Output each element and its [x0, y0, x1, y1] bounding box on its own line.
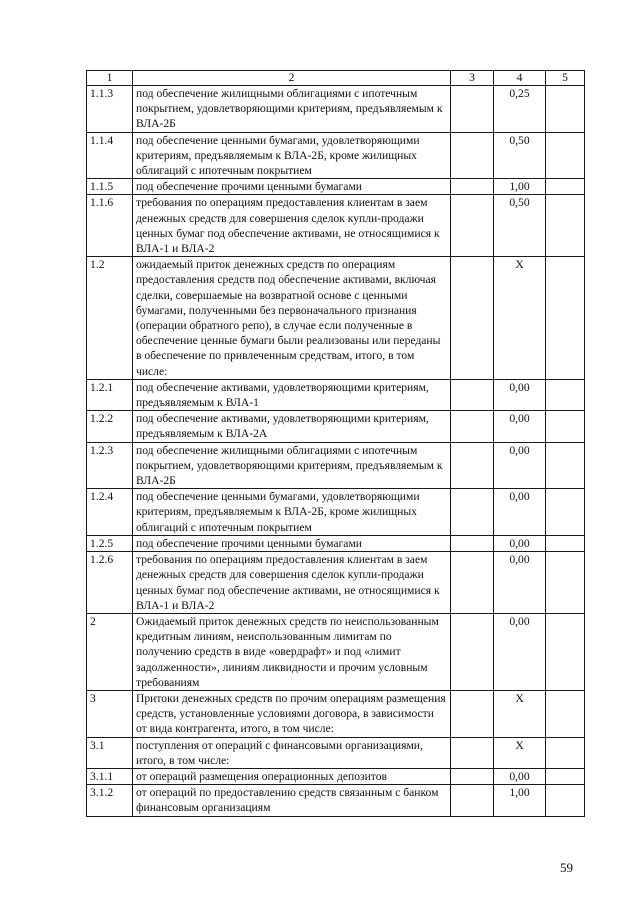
- column-5-cell: [546, 442, 585, 489]
- column-header: 4: [494, 71, 546, 86]
- column-3-cell: [451, 179, 494, 195]
- row-description-cell: под обеспечение прочими ценными бумагами: [133, 535, 451, 551]
- column-3-cell: [451, 411, 494, 442]
- coefficient-cell: 1,00: [494, 179, 546, 195]
- coefficient-cell: 0,00: [494, 535, 546, 551]
- column-5-cell: [546, 195, 585, 257]
- coefficient-cell: 0,00: [494, 613, 546, 690]
- coefficient-cell: 0,00: [494, 489, 546, 536]
- coefficient-cell: 0,00: [494, 411, 546, 442]
- column-3-cell: [451, 785, 494, 816]
- column-5-cell: [546, 737, 585, 768]
- row-description-cell: поступления от операций с финансовыми организациями, итого, в том числе:: [133, 737, 451, 768]
- row-description-cell: ожидаемый приток денежных средств по операциям предоставления средств под обеспечение активами, включая сделки, совершаемые на возвратной основе с ценными бумагами, полученными без первоначального признания (операции обратного репо), в случае если полученные в обеспечение ценные бумаги были реализованы или переданы в обеспечение по привлеченным средствам, итого, в том числе:: [133, 257, 451, 380]
- coefficient-cell: X: [494, 690, 546, 737]
- coefficients-table: [86, 70, 585, 817]
- table-row: [87, 768, 585, 784]
- coefficient-cell: 0,50: [494, 195, 546, 257]
- page-number: 59: [560, 860, 573, 875]
- row-number-cell: 1.1.3: [87, 86, 133, 133]
- row-number-cell: 2: [87, 613, 133, 690]
- column-5-cell: [546, 552, 585, 614]
- column-3-cell: [451, 552, 494, 614]
- row-description-cell: от операций размещения операционных депозитов: [133, 768, 451, 784]
- row-number-cell: 1.2.6: [87, 552, 133, 614]
- table-row: [87, 690, 585, 737]
- row-number-cell: 1.1.5: [87, 179, 133, 195]
- column-5-cell: [546, 768, 585, 784]
- table-row: [87, 86, 585, 133]
- row-number-cell: 1.2.2: [87, 411, 133, 442]
- column-5-cell: [546, 785, 585, 816]
- coefficient-cell: 0,00: [494, 768, 546, 784]
- coefficient-cell: 0,25: [494, 86, 546, 133]
- column-5-cell: [546, 690, 585, 737]
- row-description-cell: требования по операциям предоставления клиентам в заем денежных средств для совершения сделок купли-продажи ценных бумаг под обеспечение активами, не относящимися к ВЛА-1 и ВЛА-2: [133, 195, 451, 257]
- column-3-cell: [451, 379, 494, 410]
- row-number-cell: 1.2.5: [87, 535, 133, 551]
- row-description-cell: Притоки денежных средств по прочим операциям размещения средств, установленные условиями договора, в зависимости от вида контрагента, итого, в том числе:: [133, 690, 451, 737]
- column-5-cell: [546, 613, 585, 690]
- coefficient-cell: 0,00: [494, 552, 546, 614]
- column-3-cell: [451, 737, 494, 768]
- column-5-cell: [546, 86, 585, 133]
- coefficient-cell: X: [494, 737, 546, 768]
- table-row: [87, 552, 585, 614]
- column-5-cell: [546, 379, 585, 410]
- column-header: 3: [451, 71, 494, 86]
- table-header-row: [87, 71, 585, 86]
- row-number-cell: 3.1.1: [87, 768, 133, 784]
- column-3-cell: [451, 768, 494, 784]
- column-5-cell: [546, 257, 585, 380]
- column-3-cell: [451, 690, 494, 737]
- column-header: 2: [133, 71, 451, 86]
- table-row: [87, 535, 585, 551]
- column-5-cell: [546, 535, 585, 551]
- table-row: [87, 442, 585, 489]
- row-description-cell: под обеспечение жилищными облигациями с ипотечным покрытием, удовлетворяющими критериям, предъявляемым к ВЛА-2Б: [133, 86, 451, 133]
- column-3-cell: [451, 132, 494, 179]
- table-row: [87, 195, 585, 257]
- row-number-cell: 3: [87, 690, 133, 737]
- row-number-cell: 3.1: [87, 737, 133, 768]
- table-row: [87, 379, 585, 410]
- column-3-cell: [451, 613, 494, 690]
- table-row: [87, 785, 585, 816]
- column-3-cell: [451, 489, 494, 536]
- column-header: 1: [87, 71, 133, 86]
- row-description-cell: под обеспечение активами, удовлетворяющими критериям, предъявляемым к ВЛА-2А: [133, 411, 451, 442]
- coefficient-cell: 0,50: [494, 132, 546, 179]
- row-number-cell: 1.2.4: [87, 489, 133, 536]
- column-5-cell: [546, 489, 585, 536]
- table-row: [87, 411, 585, 442]
- row-number-cell: 3.1.2: [87, 785, 133, 816]
- table-row: [87, 737, 585, 768]
- table-row: [87, 179, 585, 195]
- column-5-cell: [546, 179, 585, 195]
- column-header: 5: [546, 71, 585, 86]
- coefficient-cell: X: [494, 257, 546, 380]
- column-5-cell: [546, 411, 585, 442]
- table-row: [87, 489, 585, 536]
- row-description-cell: под обеспечение активами, удовлетворяющими критериям, предъявляемым к ВЛА-1: [133, 379, 451, 410]
- column-3-cell: [451, 257, 494, 380]
- column-3-cell: [451, 86, 494, 133]
- coefficient-cell: 1,00: [494, 785, 546, 816]
- table-row: [87, 132, 585, 179]
- coefficient-cell: 0,00: [494, 442, 546, 489]
- coefficient-cell: 0,00: [494, 379, 546, 410]
- row-description-cell: требования по операциям предоставления клиентам в заем денежных средств для совершения сделок купли-продажи ценных бумаг под обеспечение активами, не относящимися к ВЛА-1 и ВЛА-2: [133, 552, 451, 614]
- column-5-cell: [546, 132, 585, 179]
- column-3-cell: [451, 195, 494, 257]
- row-number-cell: 1.2: [87, 257, 133, 380]
- table-row: [87, 613, 585, 690]
- row-number-cell: 1.2.1: [87, 379, 133, 410]
- row-number-cell: 1.1.6: [87, 195, 133, 257]
- row-description-cell: под обеспечение жилищными облигациями с ипотечным покрытием, удовлетворяющими критериям, предъявляемым к ВЛА-2Б: [133, 442, 451, 489]
- row-number-cell: 1.2.3: [87, 442, 133, 489]
- row-number-cell: 1.1.4: [87, 132, 133, 179]
- column-3-cell: [451, 442, 494, 489]
- row-description-cell: от операций по предоставлению средств связанным с банком финансовым организациям: [133, 785, 451, 816]
- table-body: [87, 86, 585, 817]
- row-description-cell: под обеспечение ценными бумагами, удовлетворяющими критериям, предъявляемым к ВЛА-2Б, кроме жилищных облигаций с ипотечным покрытием: [133, 132, 451, 179]
- column-3-cell: [451, 535, 494, 551]
- row-description-cell: под обеспечение ценными бумагами, удовлетворяющими критериям, предъявляемым к ВЛА-2Б, кроме жилищных облигаций с ипотечным покрытием: [133, 489, 451, 536]
- table-row: [87, 257, 585, 380]
- row-description-cell: Ожидаемый приток денежных средств по неиспользованным кредитным линиям, неиспользованным лимитам по получению средств в виде «овердрафт» и под «лимит задолженности», линиям ликвидности и прочим условным требованиям: [133, 613, 451, 690]
- row-description-cell: под обеспечение прочими ценными бумагами: [133, 179, 451, 195]
